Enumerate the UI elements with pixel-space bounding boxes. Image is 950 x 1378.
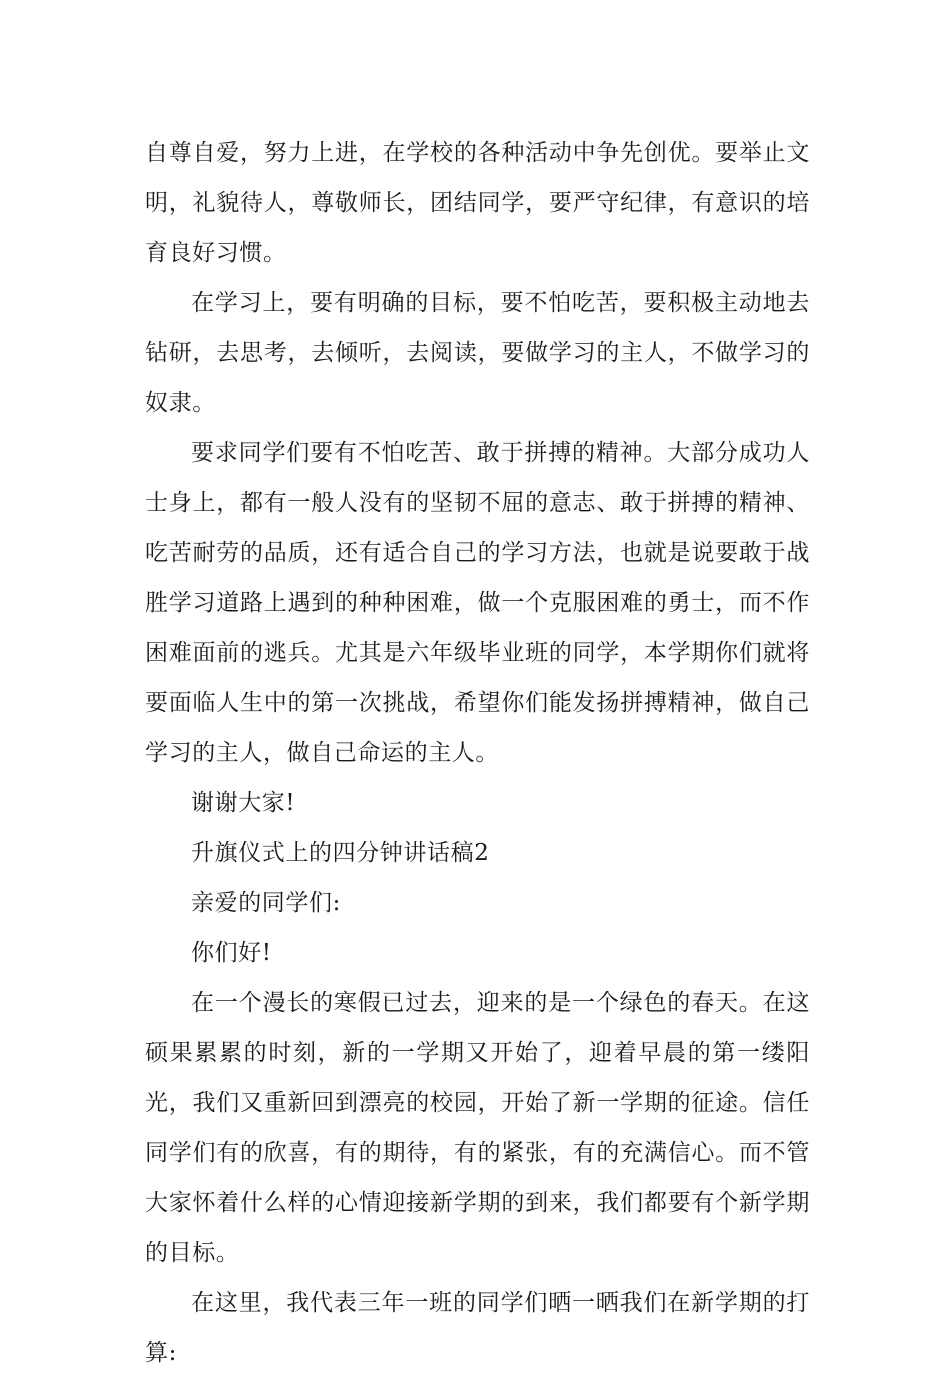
paragraph-thanks: 谢谢大家!: [191, 790, 296, 816]
greeting: 你们好!: [191, 940, 272, 966]
section-title: 升旗仪式上的四分钟讲话稿2: [191, 840, 490, 866]
paragraph-2: 在学习上，要有明确的目标，要不怕吃苦，要积极主动地去钻研，去思考，去倾听，去阅读，要做学习的主人，不做学习的奴隶。: [145, 290, 810, 416]
paragraph-1: 自尊自爱，努力上进，在学校的各种活动中争先创优。要举止文明，礼貌待人，尊敬师长，团结同学，要严守纪律，有意识的培育良好习惯。: [145, 140, 810, 266]
paragraph-5: 在这里，我代表三年一班的同学们晒一晒我们在新学期的打算:: [145, 1290, 810, 1366]
salutation: 亲爱的同学们:: [191, 890, 341, 916]
document-page: [145, 128, 810, 1378]
paragraph-3: 要求同学们要有不怕吃苦、敢于拼搏的精神。大部分成功人士身上，都有一般人没有的坚韧不屈的意志、敢于拼搏的精神、吃苦耐劳的品质，还有适合自己的学习方法，也就是说要敢于战胜学习道路上遇到的种种困难，做一个克服困难的勇士，而不作困难面前的逃兵。尤其是六年级毕业班的同学，本学期你们就将要面临人生中的第一次挑战，希望你们能发扬拼搏精神，做自己学习的主人，做自己命运的主人。: [145, 440, 810, 766]
paragraph-4: 在一个漫长的寒假已过去，迎来的是一个绿色的春天。在这硕果累累的时刻，新的一学期又开始了，迎着早晨的第一缕阳光，我们又重新回到漂亮的校园，开始了新一学期的征途。信任同学们有的欣喜，有的期待，有的紧张，有的充满信心。而不管大家怀着什么样的心情迎接新学期的到来，我们都要有个新学期的目标。: [145, 990, 810, 1266]
